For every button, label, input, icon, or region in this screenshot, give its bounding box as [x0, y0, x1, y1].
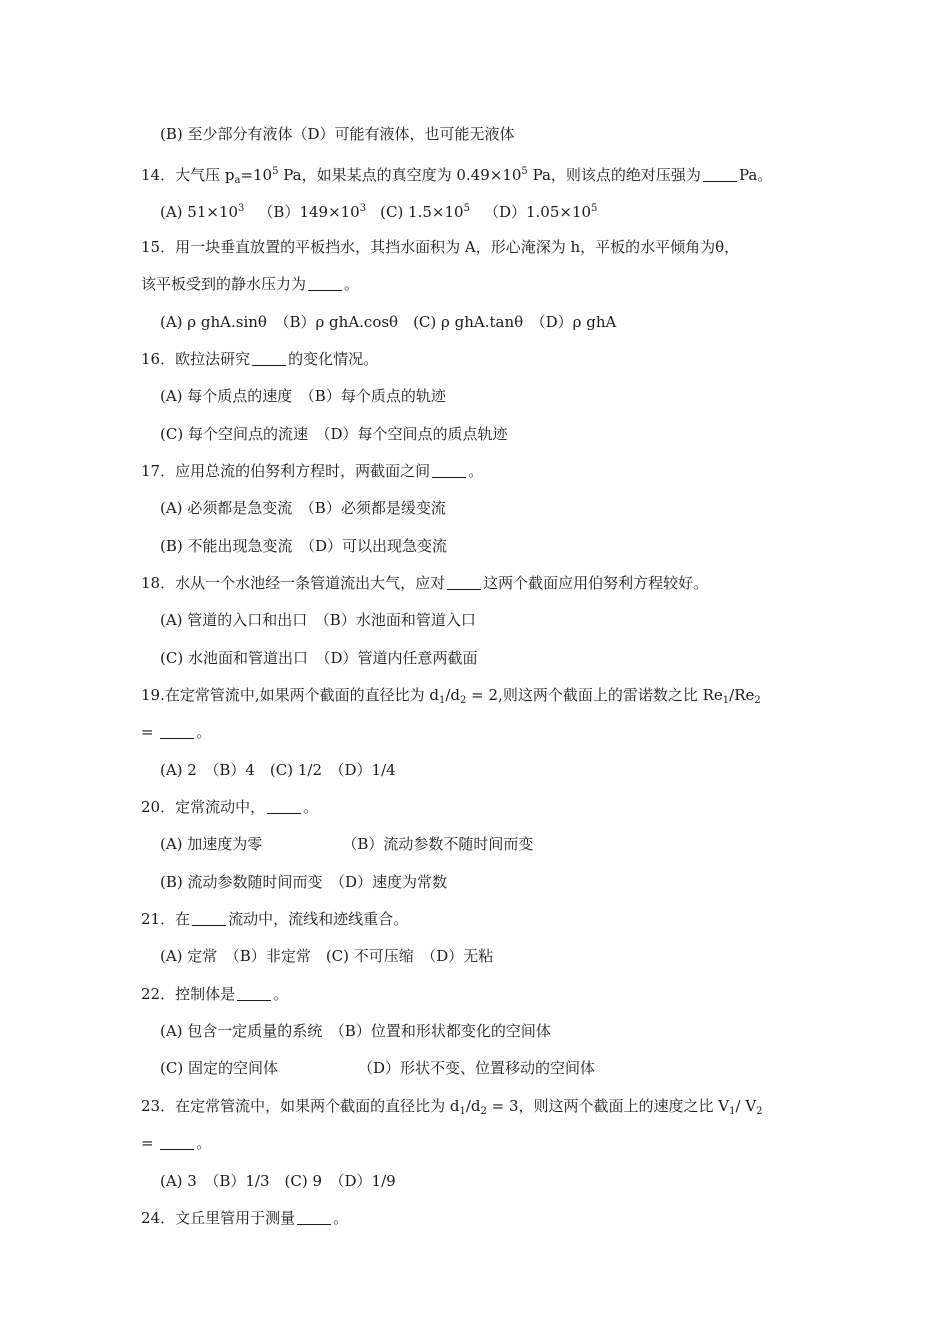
question-21: 21．在 流动中，流线和迹线重合。: [141, 910, 409, 928]
options-q19: (A) 2 （B）4 (C) 1/2 （D）1/4: [160, 761, 396, 779]
question-19: 19.在定常管流中,如果两个截面的直径比为 $d_1/d_2 = 2$,则这两个截面上的雷诺数之比 $Re_1/Re_2$: [141, 686, 761, 706]
question-19-cont: = 。: [141, 723, 212, 741]
options-q22-row2: (C) 固定的空间体 （D）形状不变、位置移动的空间体: [160, 1059, 595, 1077]
options-q22-row1: (A) 包含一定质量的系统 （B）位置和形状都变化的空间体: [160, 1022, 551, 1040]
question-14: 14．大气压 $p_a=10^5$ Pa，如果某点的真空度为 $0.49\times 10^5$ Pa，则该点的绝对压强为 Pa。: [141, 166, 773, 186]
question-17: 17．应用总流的伯努利方程时，两截面之间 。: [141, 462, 484, 480]
options-q16-row1: (A) 每个质点的速度 （B）每个质点的轨迹: [160, 387, 446, 405]
answer-blank: [160, 724, 194, 739]
options-q21: (A) 定常 （B）非定常 (C) 不可压缩 （D）无粘: [160, 947, 494, 965]
answer-blank: [237, 986, 271, 1001]
answer-blank: [447, 575, 481, 590]
question-18: 18．水从一个水池经一条管道流出大气，应对 这两个截面应用伯努利方程较好。: [141, 574, 709, 592]
answer-blank: [160, 1135, 194, 1150]
question-15-cont: 该平板受到的静水压力为 。: [141, 275, 360, 293]
question-22: 22．控制体是 。: [141, 985, 289, 1003]
question-20: 20．定常流动中， 。: [141, 798, 319, 816]
options-q16-row2: (C) 每个空间点的流速 （D）每个空间点的质点轨迹: [160, 425, 508, 443]
answer-blank: [252, 351, 286, 366]
options-q20-row1: (A) 加速度为零 （B）流动参数不随时间而变: [160, 835, 534, 853]
answer-blank: [267, 799, 301, 814]
answer-blank: [703, 167, 737, 182]
question-23: 23．在定常管流中，如果两个截面的直径比为 $d_1/d_2 = 3$，则这两个截面上的速度之比 $V_1/$ $V_2$: [141, 1097, 763, 1117]
options-q17-row2: (B) 不能出现急变流 （D）可以出现急变流: [160, 537, 448, 555]
answer-blank: [432, 463, 466, 478]
options-q18-row2: (C) 水池面和管道出口 （D）管道内任意两截面: [160, 649, 478, 667]
question-15: 15．用一块垂直放置的平板挡水，其挡水面积为 A，形心淹深为 h，平板的水平倾角为θ，: [141, 238, 740, 256]
answer-blank: [297, 1210, 331, 1225]
options-q20-row2: (B) 流动参数随时间而变 （D）速度为常数: [160, 873, 448, 891]
question-23-cont: = 。: [141, 1134, 212, 1152]
question-24: 24．文丘里管用于测量 。: [141, 1209, 349, 1227]
options-q17-row1: (A) 必须都是急变流 （B）必须都是缓变流: [160, 499, 446, 517]
options-q23: (A) 3 （B）1/3 (C) 9 （D）1/9: [160, 1172, 396, 1190]
option-line-q13: (B) 至少部分有液体（D）可能有液体，也可能无液体: [160, 125, 515, 143]
question-16: 16．欧拉法研究 的变化情况。: [141, 350, 379, 368]
options-q18-row1: (A) 管道的入口和出口 （B）水池面和管道入口: [160, 611, 476, 629]
options-q14: (A) $51\times 10^3$ $(B)149\times 10^3$ (C) $1.5\times 10^5$ $(D)1.05\times 10^5$: [160, 203, 598, 221]
answer-blank: [192, 911, 226, 926]
answer-blank: [308, 276, 342, 291]
options-q15: (A) ρ ghA.sinθ （B）ρ ghA.cosθ (C) ρ ghA.tanθ （D）ρ ghA: [160, 313, 617, 331]
